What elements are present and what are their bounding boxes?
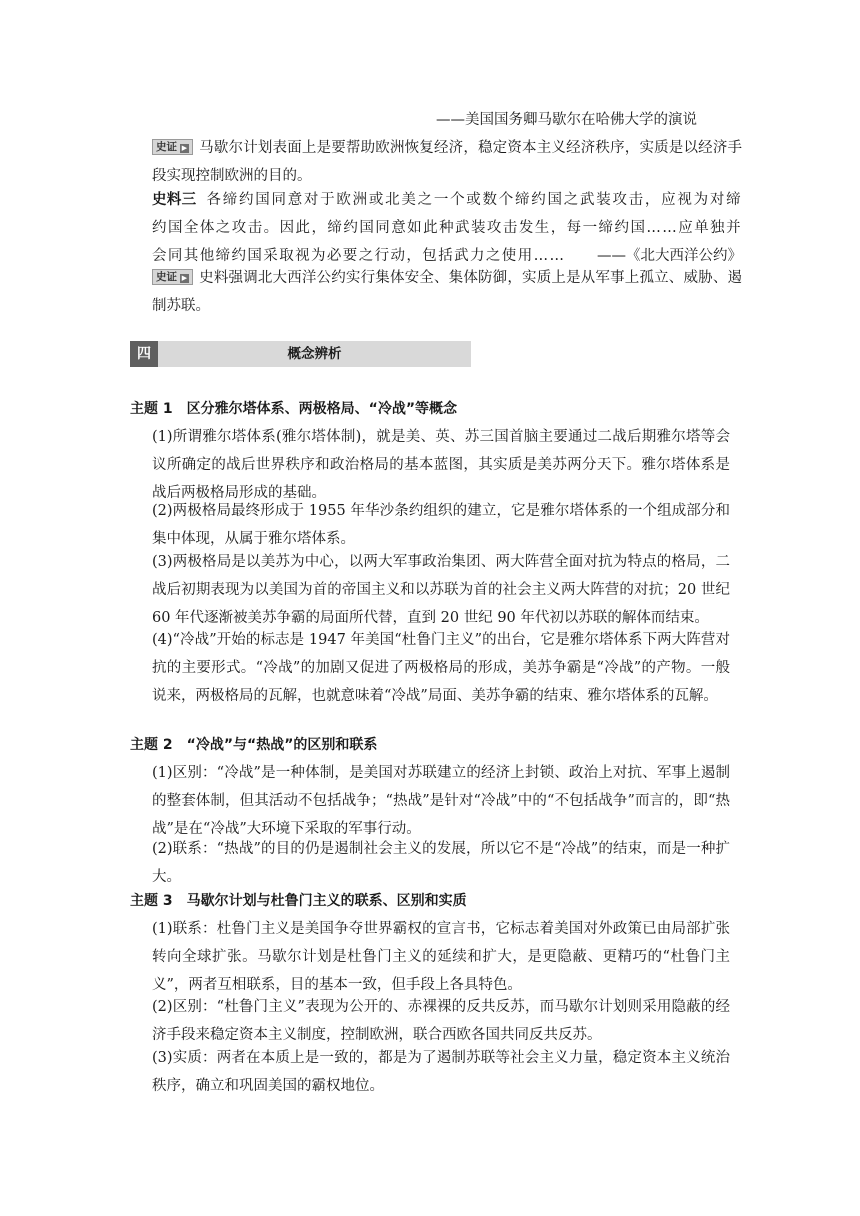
- theme-heading: [130, 887, 467, 915]
- theme-item: (2)区别：“杜鲁门主义”表现为公开的、赤裸裸的反共反苏，而马歇尔计划则采用隐蔽的经济手段来稳定资本主义制度，控制欧洲，联合西欧各国共同反共反苏。: [152, 999, 730, 1043]
- play-arrow-icon: ▶: [181, 274, 188, 282]
- theme-label: 主题 3: [130, 893, 173, 909]
- theme-label: 主题 2: [130, 737, 173, 753]
- evidence-badge-label: 史证: [156, 271, 177, 283]
- theme-item: (1)联系：杜鲁门主义是美国争夺世界霸权的宣言书，它标志着美国对外政策已由局部扩张转向全球扩张。马歇尔计划是杜鲁门主义的延续和扩大，是更隐蔽、更精巧的“杜鲁门主义”，两者互相联系，目的基本一致，但手段上各具特色。: [152, 921, 730, 993]
- theme-heading: [130, 731, 377, 759]
- theme-title: 马歇尔计划与杜鲁门主义的联系、区别和实质: [186, 893, 467, 909]
- evidence-badge: [152, 269, 193, 285]
- evidence-text-2: 史料强调北大西洋公约实行集体安全、集体防御，实质上是从军事上孤立、威胁、遏制苏联。: [152, 270, 742, 314]
- material-3-paragraph: [152, 186, 742, 270]
- theme-item: (4)“冷战”开始的标志是 1947 年美国“杜鲁门主义”的出台，它是雅尔塔体系下两大阵营对抗的主要形式。“冷战”的加剧又促进了两极格局的形成，美苏争霸是“冷战”的产物。一般说来，两极格局的瓦解，也就意味着“冷战”局面、美苏争霸的结束、雅尔塔体系的瓦解。: [152, 632, 730, 704]
- theme-title: 区分雅尔塔体系、两极格局、“冷战”等概念: [186, 401, 458, 417]
- theme-heading: [130, 395, 457, 423]
- evidence-paragraph-1: [152, 134, 742, 190]
- theme-item: (1)所谓雅尔塔体系(雅尔塔体制)，就是美、英、苏三国首脑主要通过二战后期雅尔塔等会议所确定的战后世界秩序和政治格局的基本蓝图，其实质是美苏两分天下。雅尔塔体系是战后两极格局形成的基础。: [152, 429, 730, 501]
- material-3-label: 史料三: [152, 192, 197, 208]
- section-title: 概念辨析: [287, 346, 342, 362]
- theme-item: (3)两极格局是以美苏为中心，以两大军事政治集团、两大阵营全面对抗为特点的格局，二战后初期表现为以美国为首的帝国主义和以苏联为首的社会主义两大阵营的对抗；20 世纪 60 年代逐渐被美苏争霸的局面所代替，直到 20 世纪 90 年代初以苏联的解体而结束。: [152, 554, 730, 626]
- theme-item: (3)实质：两者在本质上是一致的，都是为了遏制苏联等社会主义力量，稳定资本主义统治秩序，确立和巩固美国的霸权地位。: [152, 1050, 730, 1094]
- theme-item: (2)两极格局最终形成于 1955 年华沙条约组织的建立，它是雅尔塔体系的一个组成部分和集中体现，从属于雅尔塔体系。: [152, 503, 730, 547]
- theme-item: (1)区别：“冷战”是一种体制，是美国对苏联建立的经济上封锁、政治上对抗、军事上遏制的整套体制，但其活动不包括战争；“热战”是针对“冷战”中的“不包括战争”而言的，即“热战”是在“冷战”大环境下采取的军事行动。: [152, 765, 730, 837]
- play-arrow-icon: ▶: [181, 144, 188, 152]
- material-3-source: ——《北大西洋公约》: [597, 248, 742, 264]
- material-3-text: 各缔约国同意对于欧洲或北美之一个或数个缔约国之武装攻击，应视为对缔约国全体之攻击。因此，缔约国同意如此种武装攻击发生，每一缔约国……应单独并会同其他缔约国采取视为必要之行动，包括武力之使用……: [152, 192, 742, 264]
- theme-item: (2)联系：“热战”的目的仍是遏制社会主义的发展，所以它不是“冷战”的结束，而是一种扩大。: [152, 841, 730, 885]
- section-number: 四: [130, 341, 158, 367]
- speech-source-line: ——美国国务卿马歇尔在哈佛大学的演说: [436, 112, 697, 128]
- evidence-badge-label: 史证: [156, 141, 177, 153]
- section-header: [130, 341, 471, 367]
- evidence-paragraph-2: [152, 264, 742, 320]
- evidence-text-1: 马歇尔计划表面上是要帮助欧洲恢复经济，稳定资本主义经济秩序，实质是以经济手段实现控制欧洲的目的。: [152, 140, 742, 184]
- evidence-badge: [152, 139, 193, 155]
- theme-title: “冷战”与“热战”的区别和联系: [186, 737, 378, 753]
- theme-label: 主题 1: [130, 401, 173, 417]
